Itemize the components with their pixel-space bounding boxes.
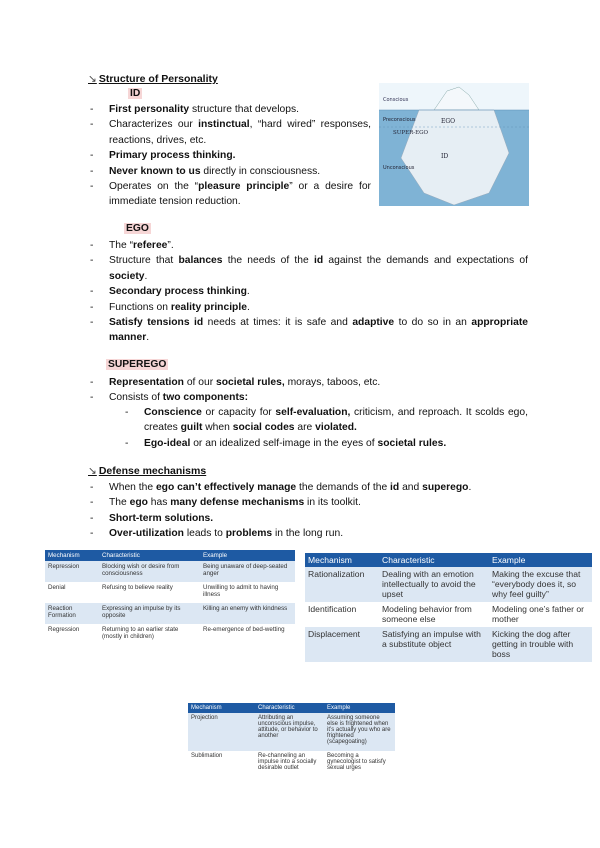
superego-sub-bullet-item: - Ego-ideal or an idealized self-image in the eyes of societal rules.	[125, 436, 528, 451]
table-cell: Re-emergence of bed-wetting	[200, 624, 295, 645]
id-list	[90, 102, 371, 210]
table-row	[45, 582, 295, 603]
table-cell: Attributing an unconscious impulse, attitude, or behavior to another	[255, 713, 324, 751]
table-cell: Kicking the dog after getting in trouble with boss	[489, 627, 592, 662]
ego-bullet-item: - The “referee”.	[90, 238, 528, 253]
iceberg-label-unconscious: Unconscious	[383, 165, 415, 171]
superego-sub-bullet-item: - Conscience or capacity for self-evaluation, criticism, and reproach. It scolds ego, creates guilt when social codes are violated.	[125, 405, 528, 436]
table-row	[305, 627, 592, 662]
table-cell: Expressing an impulse by its opposite	[99, 603, 200, 624]
iceberg-label-ego: EGO	[441, 118, 456, 125]
table-cell: Sublimation	[188, 751, 255, 777]
table-row	[45, 603, 295, 624]
table-header-cell: Example	[324, 703, 395, 713]
table-header-cell: Characteristic	[255, 703, 324, 713]
table-cell: Regression	[45, 624, 99, 645]
table-cell: Reaction Formation	[45, 603, 99, 624]
table-cell: Killing an enemy with kindness	[200, 603, 295, 624]
iceberg-label-superego: SUPER-EGO	[393, 130, 429, 136]
id-bullet-item: - Characterizes our instinctual, “hard wired” responses, reactions, drives, etc.	[90, 117, 371, 148]
superego-bullet-item: - Representation of our societal rules, morays, taboos, etc.	[90, 375, 528, 390]
iceberg-label-conscious: Conscious	[383, 97, 409, 103]
table-row	[45, 561, 295, 582]
table-header-cell: Mechanism	[45, 550, 99, 561]
id-bullet-item: - Primary process thinking.	[90, 148, 371, 163]
table-cell: Denial	[45, 582, 99, 603]
defense-list	[90, 480, 528, 542]
table-header-cell: Mechanism	[305, 553, 379, 567]
table-header-cell: Characteristic	[99, 550, 200, 561]
table-row	[45, 624, 295, 645]
table-header-cell: Characteristic	[379, 553, 489, 567]
table-row	[188, 751, 395, 777]
ego-list	[90, 238, 528, 346]
table-cell: Assuming someone else is frightened when it’s actually you who are frightened (scapegoating)	[324, 713, 395, 751]
mechanism-table-2	[305, 553, 592, 662]
superego-label: SUPEREGO	[108, 359, 167, 370]
ego-label: EGO	[126, 223, 149, 234]
mechanism-table-1	[45, 550, 295, 645]
table-header-cell: Mechanism	[188, 703, 255, 713]
id-bullet-item: - Operates on the “pleasure principle” or a desire for immediate tension reduction.	[90, 179, 371, 210]
defense-bullet-item: - Over-utilization leads to problems in the long run.	[90, 526, 528, 541]
arrow-icon: ↘	[88, 73, 97, 85]
table-cell: Unwilling to admit to having illness	[200, 582, 295, 603]
arrow-icon: ↘	[88, 465, 97, 477]
table-cell: Returning to an earlier state (mostly in children)	[99, 624, 200, 645]
superego-bullet-item: - Consists of two components:	[90, 390, 528, 405]
table-cell: Blocking wish or desire from consciousness	[99, 561, 200, 582]
ego-bullet-item: - Functions on reality principle.	[90, 300, 528, 315]
table-cell: Modeling behavior from someone else	[379, 602, 489, 627]
id-bullet-item: - Never known to us directly in consciousness.	[90, 164, 371, 179]
iceberg-diagram	[379, 83, 529, 206]
superego-sub-list	[125, 405, 528, 451]
table-row	[305, 602, 592, 627]
table-cell: Being unaware of deep-seated anger	[200, 561, 295, 582]
ego-bullet-item: - Secondary process thinking.	[90, 284, 528, 299]
id-label: ID	[130, 88, 141, 99]
iceberg-label-preconscious: Preconscious	[383, 117, 416, 123]
table-row	[188, 713, 395, 751]
table-row	[305, 567, 592, 602]
table-cell: Re-channeling an impulse into a socially desirable outlet	[255, 751, 324, 777]
table-cell: Displacement	[305, 627, 379, 662]
table-cell: Satisfying an impulse with a substitute object	[379, 627, 489, 662]
ego-bullet-item: - Structure that balances the needs of the id against the demands and expectations of society.	[90, 253, 528, 284]
defense-bullet-item: - When the ego can’t effectively manage the demands of the id and superego.	[90, 480, 528, 495]
iceberg-label-id: ID	[441, 153, 449, 160]
table-cell: Modeling one’s father or mother	[489, 602, 592, 627]
table-cell: Dealing with an emotion intellectually to avoid the upset	[379, 567, 489, 602]
defense-heading: ↘ Defense mechanisms	[88, 465, 207, 477]
personality-heading: ↘ Structure of Personality	[88, 73, 218, 85]
table-header-cell: Example	[489, 553, 592, 567]
table-header-cell: Example	[200, 550, 295, 561]
table-cell: Refusing to believe reality	[99, 582, 200, 603]
mechanism-table-3	[188, 703, 395, 777]
table-cell: Becoming a gynecologist to satisfy sexual urges	[324, 751, 395, 777]
id-bullet-item: - First personality structure that develops.	[90, 102, 371, 117]
ego-bullet-item: - Satisfy tensions id needs at times: it is safe and adaptive to do so in an appropriate manner.	[90, 315, 528, 346]
defense-bullet-item: - Short-term solutions.	[90, 511, 528, 526]
superego-list	[90, 375, 528, 406]
defense-bullet-item: - The ego has many defense mechanisms in its toolkit.	[90, 495, 528, 510]
table-cell: Making the excuse that “everybody does it, so why feel guilty”	[489, 567, 592, 602]
table-cell: Rationalization	[305, 567, 379, 602]
table-cell: Projection	[188, 713, 255, 751]
table-cell: Repression	[45, 561, 99, 582]
table-cell: Identification	[305, 602, 379, 627]
